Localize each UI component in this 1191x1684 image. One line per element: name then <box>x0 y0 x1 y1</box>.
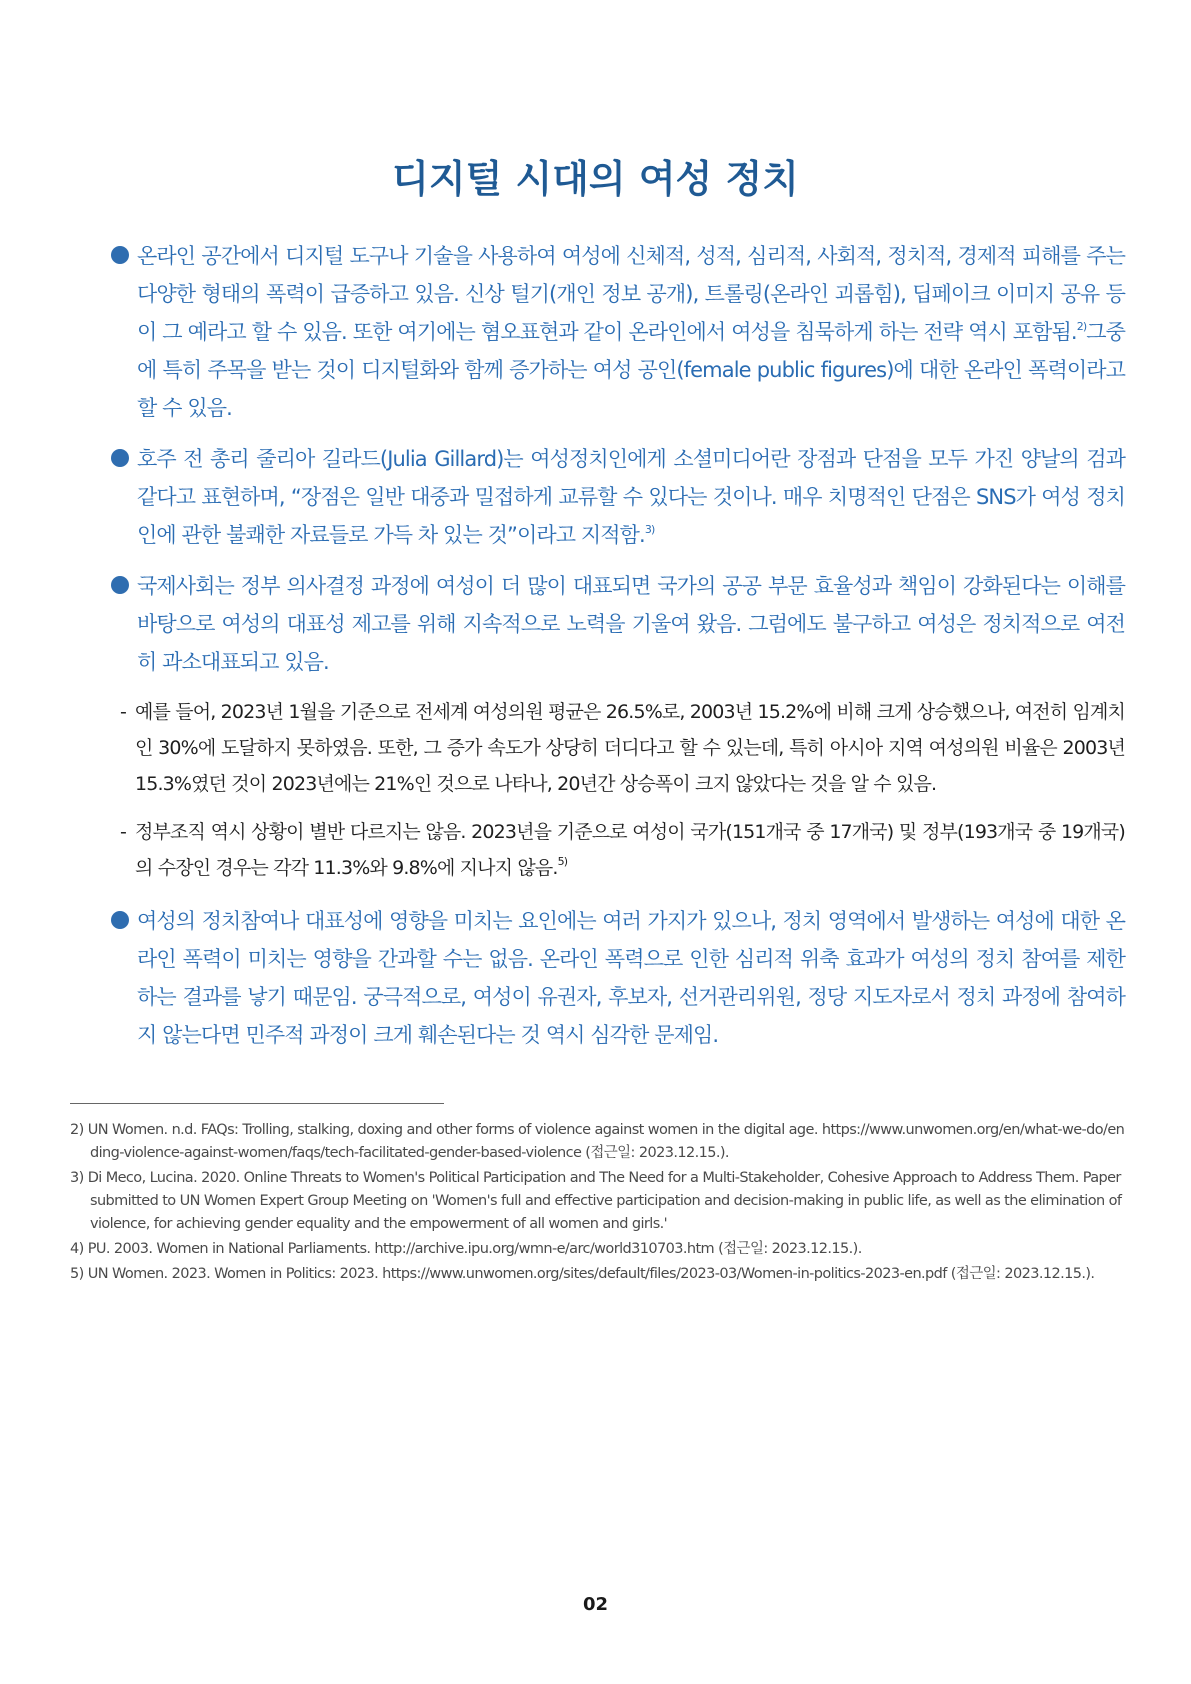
bullet-dot-icon <box>111 576 129 594</box>
bullet-item <box>113 902 1125 1054</box>
sub-point <box>113 814 1125 886</box>
main-content <box>113 237 1125 1067</box>
bullet-dot-icon <box>111 911 129 929</box>
footnote: 3) Di Meco, Lucina. 2020. Online Threats to Women's Political Participation and The Need for a Multi-Stakeholder, Cohesive Approach to Address Them. Paper submitted to UN Women Expert Group Meeting on 'Women's full and effective participation and decision-making in public life, as well as the elimination of violence, for achieving gender equality and the empowerment of all women and girls.' <box>70 1170 1122 1232</box>
footnote-ref: 2) <box>1076 320 1087 333</box>
bullet-item <box>113 567 1125 681</box>
footnote-ref: 5) <box>557 855 568 868</box>
dash-marker: - <box>120 821 127 843</box>
bullet-text-main: 온라인 공간에서 디지털 도구나 기술을 사용하여 여성에 신체적, 성적, 심리적, 사회적, 정치적, 경제적 피해를 주는 다양한 형태의 폭력이 급증하고 있음. 신상 털기(개인 정보 공개), 트롤링(온라인 괴롭힘), 딥페이크 이미지 공유 등이 그 예라고 할 수 있음. 또한 여기에는 혐오표현과 같이 온라인에서 여성을 침묵하게 하는 전략 역시 포함됨. <box>137 244 1125 344</box>
bullet-text-main: 여성의 정치참여나 대표성에 영향을 미치는 요인에는 여러 가지가 있으나, 정치 영역에서 발생하는 여성에 대한 온라인 폭력이 미치는 영향을 간과할 수는 없음. 온라인 폭력으로 인한 심리적 위축 효과가 여성의 정치 참여를 제한하는 결과를 낳기 때문임. 궁극적으로, 여성이 유권자, 후보자, 선거관리위원, 정당 지도자로서 정치 과정에 참여하지 않는다면 민주적 과정이 크게 훼손된다는 것 역시 심각한 문제임. <box>137 909 1125 1047</box>
footnotes <box>70 1119 1126 1288</box>
footnote-ref: 3) <box>644 523 655 536</box>
sub-point-text-main: 정부조직 역시 상황이 별반 다르지는 않음. 2023년을 기준으로 여성이 국가(151개국 중 17개국) 및 정부(193개국 중 19개국)의 수장인 경우는 각각 11.3%와 9.8%에 지나지 않음. <box>135 821 1125 879</box>
footnote: 5) UN Women. 2023. Women in Politics: 2023. https://www.unwomen.org/sites/default/files/2023-03/Women-in-politics-2023-en.pdf (접근일: 2023.12.15.). <box>70 1266 1095 1282</box>
bullet-text-main: 호주 전 총리 줄리아 길라드(Julia Gillard)는 여성정치인에게 소셜미디어란 장점과 단점을 모두 가진 양날의 검과 같다고 표현하며, “장점은 일반 대중과 밀접하게 교류할 수 있다는 것이나. 매우 치명적인 단점은 SNS가 여성 정치인에 관한 불쾌한 자료들로 가득 차 있는 것”이라고 지적함. <box>137 447 1125 547</box>
bullet-text <box>137 237 1125 427</box>
bullet-item <box>113 440 1125 554</box>
dash-marker: - <box>120 701 127 723</box>
bullet-dot-icon <box>111 449 129 467</box>
bullet-text-main: 국제사회는 정부 의사결정 과정에 여성이 더 많이 대표되면 국가의 공공 부문 효율성과 책임이 강화된다는 이해를 바탕으로 여성의 대표성 제고를 위해 지속적으로 노력을 기울여 왔음. 그럼에도 불구하고 여성은 정치적으로 여전히 과소대표되고 있음. <box>137 574 1125 674</box>
footnote-divider <box>70 1103 444 1104</box>
sub-point-text <box>135 814 1125 886</box>
bullet-text <box>137 567 1125 681</box>
sub-point-text-main: 예를 들어, 2023년 1월을 기준으로 전세계 여성의원 평균은 26.5%로, 2003년 15.2%에 비해 크게 상승했으나, 여전히 임계치인 30%에 도달하지 못하였음. 또한, 그 증가 속도가 상당히 더디다고 할 수 있는데, 특히 아시아 지역 여성의원 비율은 2003년 15.3%였던 것이 2023년에는 21%인 것으로 나타나, 20년간 상승폭이 크지 않았다는 것을 알 수 있음. <box>135 701 1125 795</box>
bullet-dot-icon <box>111 246 129 264</box>
footnote: 2) UN Women. n.d. FAQs: Trolling, stalking, doxing and other forms of violence against women in the digital age. https://www.unwomen.org/en/what-we-do/ending-violence-against-women/faqs/tech-facilitated-gender-based-violence (접근일: 2023.12.15.). <box>70 1122 1125 1161</box>
page-title: 디지털 시대의 여성 정치 <box>392 157 799 201</box>
footnote: 4) PU. 2003. Women in National Parliaments. http://archive.ipu.org/wmn-e/arc/world310703.htm (접근일: 2023.12.15.). <box>70 1241 862 1257</box>
bullet-text-continued: 그중에 특히 주목을 받는 것이 디지털화와 함께 증가하는 여성 공인(female public figures)에 대한 온라인 폭력이라고 할 수 있음. <box>137 320 1125 420</box>
bullet-text <box>137 440 1125 554</box>
bullet-text <box>137 902 1125 1054</box>
sub-point <box>113 694 1125 802</box>
bullet-item <box>113 237 1125 427</box>
page-number: 02 <box>582 1594 609 1615</box>
sub-point-text <box>135 694 1125 802</box>
